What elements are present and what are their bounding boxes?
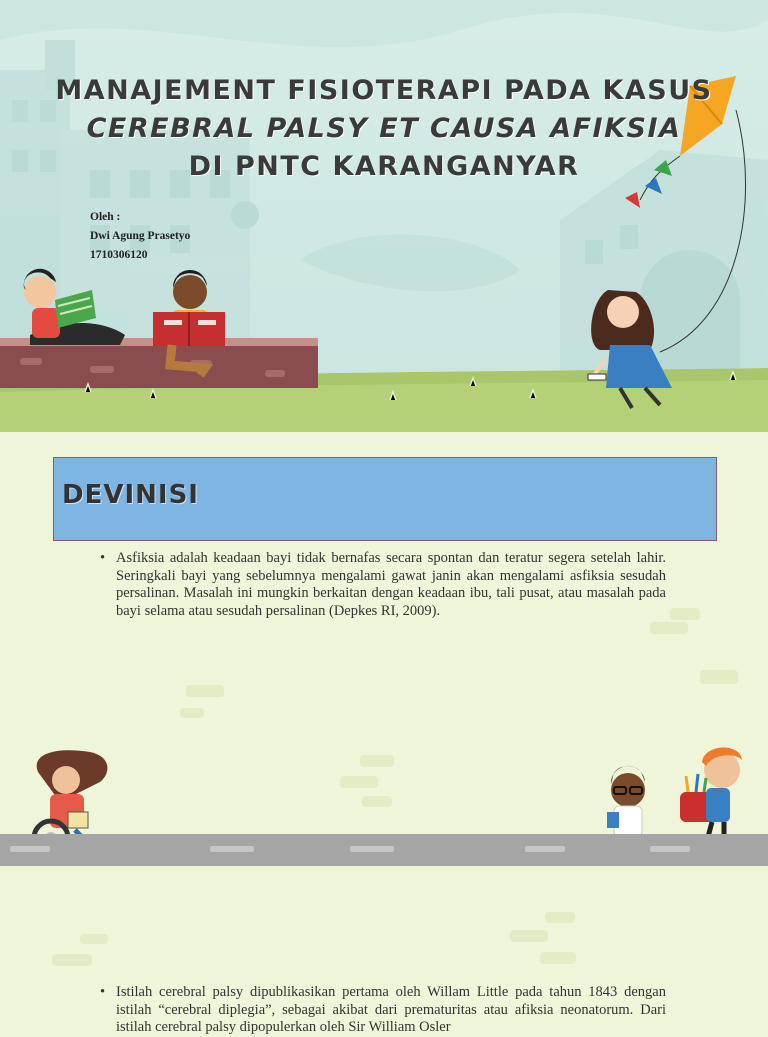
definition-text: Asfiksia adalah keadaan bayi tidak bernafas secara spontan dan teratur segera setelah lahir. Seringkali bayi yang sebelumnya mengalami gawat janin akan mengalami asfiksia sesudah persalinan. Masalah ini mungkin berkaitan dengan keadaan ibu, tali pusat, atau masalah pada bayi selama atau sesudah persalinan (Depkes RI, 2009). [116, 550, 666, 619]
road-stripe [210, 846, 254, 852]
road-stripe [350, 846, 394, 852]
background-brick [180, 708, 204, 718]
background-brick [540, 952, 576, 964]
author-name: Dwi Agung Prasetyo [90, 230, 191, 242]
road [0, 834, 768, 866]
definition-bullet [100, 550, 666, 620]
title-line-3: DI PNTC KARANGANYAR [188, 151, 580, 182]
author-block [90, 208, 190, 265]
background-brick [670, 608, 700, 620]
background-brick [700, 670, 738, 684]
sky-swirl [300, 235, 520, 292]
presentation-title [20, 72, 748, 186]
history-text: Istilah cerebral palsy dipublikasikan pertama oleh Willam Little pada tahun 1843 dengan istilah “cerebral diplegia”, sebagai akibat dari prematuritas atau afiksia neonatorum. Dari istilah cerebral palsy dipopulerkan oleh Sir William Osler [116, 984, 666, 1035]
road-stripe [525, 846, 565, 852]
background-brick [80, 934, 108, 944]
section-heading: DEVINISI [62, 480, 199, 510]
road-stripe [650, 846, 690, 852]
history-slide [0, 868, 768, 1035]
bullet-icon: • [100, 550, 106, 566]
sky-swirl [0, 0, 768, 47]
background-brick [545, 912, 575, 923]
history-bullet [100, 984, 666, 1037]
bullet-icon: • [100, 984, 106, 1000]
heading-box [53, 457, 717, 541]
background-brick [52, 954, 92, 966]
road-stripe [10, 846, 50, 852]
author-label: Oleh : [90, 211, 121, 223]
background-brick [650, 622, 688, 634]
definition-slide [0, 432, 768, 868]
title-line-1: MANAJEMENT FISIOTERAPI PADA KASUS [55, 75, 713, 106]
background-brick [510, 930, 548, 942]
author-id: 1710306120 [90, 249, 148, 261]
title-line-2: CEREBRAL PALSY ET CAUSA AFIKSIA [86, 113, 682, 144]
title-slide [0, 0, 768, 432]
background-brick [186, 685, 224, 697]
